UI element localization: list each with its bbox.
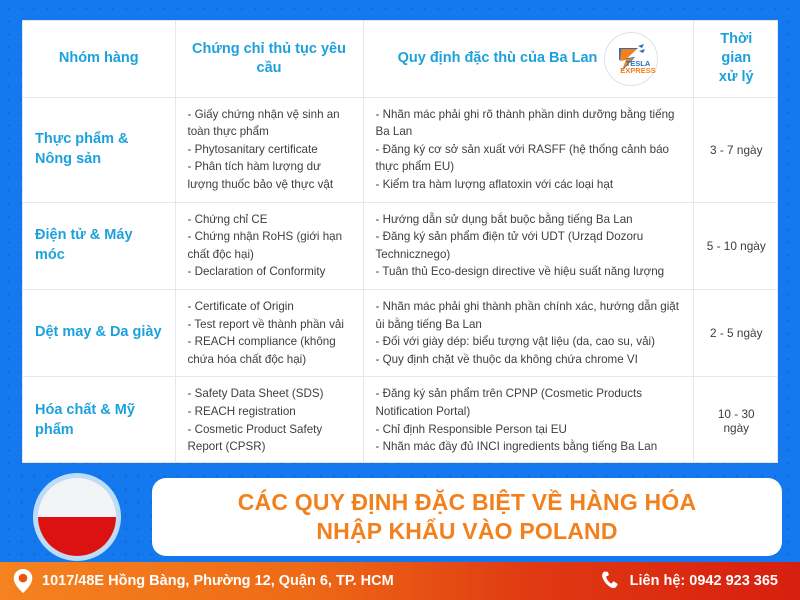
rule-item: - Tuân thủ Eco-design directive về hiệu suất năng lượng	[375, 265, 665, 279]
cell-group: Thực phẩm & Nông sản	[23, 97, 175, 202]
certificate-item: - Test report về thành phần vải	[187, 317, 344, 331]
certificate-item: - Phân tích hàm lượng dư lượng thuốc bảo vệ thực vật	[187, 160, 334, 191]
cell-certificates	[175, 377, 363, 463]
rule-item: - Đối với giày dép: biểu tượng vật liệu (da, cao su, vải)	[375, 335, 655, 349]
regulations-table	[23, 21, 778, 463]
tesla-express-logo-mark	[605, 33, 656, 84]
rule-item: - Nhãn mác phải ghi rõ thành phần dinh dưỡng bằng tiếng Ba Lan	[375, 107, 675, 139]
rule-item: - Nhãn mác phải ghi thành phần chính xác, hướng dẫn giặt ủi bằng tiếng Ba Lan	[375, 299, 679, 331]
rule-item: - Đăng ký sản phẩm trên CPNP (Cosmetic Products Notification Portal)	[375, 387, 643, 419]
cell-certificates	[175, 289, 363, 376]
footer-bar	[0, 562, 800, 600]
column-header-time-line1: Thời gian	[720, 31, 753, 67]
certificate-item: - Safety Data Sheet (SDS)	[187, 387, 324, 401]
column-header-rules	[363, 21, 693, 97]
table-row	[23, 97, 778, 202]
column-header-certificates: Chứng chỉ thủ tục yêu cầu	[175, 21, 363, 97]
table-row	[23, 377, 778, 463]
footer-contact-text: Liên hệ: 0942 923 365	[629, 573, 778, 589]
cell-rules	[363, 97, 693, 202]
table-header-row	[23, 21, 778, 97]
rule-item: - Kiểm tra hàm lượng aflatoxin với các loại hạt	[375, 177, 614, 191]
certificate-item: - Certificate of Origin	[187, 299, 294, 313]
certificate-item: - Chứng nhận RoHS (giới hạn chất độc hại)	[187, 230, 343, 261]
table-row	[23, 289, 778, 376]
rule-item: - Hướng dẫn sử dụng bắt buộc bằng tiếng Ba Lan	[375, 212, 633, 226]
table-body	[23, 97, 778, 463]
footer-address-group	[12, 568, 394, 594]
certificate-item: - REACH compliance (không chứa hóa chất độc hại)	[187, 335, 336, 366]
certificate-item: - Cosmetic Product Safety Report (CPSR)	[187, 422, 323, 454]
cell-rules	[363, 377, 693, 463]
cell-rules	[363, 202, 693, 289]
phone-icon	[598, 569, 622, 593]
cell-group: Hóa chất & Mỹ phẩm	[23, 377, 175, 463]
footer-address-text: 1017/48E Hồng Bàng, Phường 12, Quận 6, TP. HCM	[42, 573, 394, 589]
column-header-group: Nhóm hàng	[23, 21, 175, 97]
column-header-time	[693, 21, 778, 97]
cell-group: Điện tử & Máy móc	[23, 202, 175, 289]
title-banner	[152, 478, 782, 556]
column-header-time-line2: xử lý	[718, 69, 754, 86]
certificate-item: - REACH registration	[187, 405, 296, 419]
rule-item: - Chỉ định Responsible Person tại EU	[375, 422, 567, 436]
cell-group: Dệt may & Da giày	[23, 289, 175, 376]
banner-title-line1: CÁC QUY ĐỊNH ĐẶC BIỆT VỀ HÀNG HÓA	[237, 488, 697, 515]
cell-certificates	[175, 202, 363, 289]
tesla-express-logo	[604, 32, 658, 86]
column-header-rules-label: Quy định đặc thù của Ba Lan	[397, 50, 598, 67]
table-row	[23, 202, 778, 289]
banner-title-line2: NHẬP KHẨU VÀO POLAND	[316, 518, 618, 544]
certificate-item: - Declaration of Conformity	[187, 265, 326, 279]
rule-item: - Nhãn mác đầy đủ INCI ingredients bằng tiếng Ba Lan	[375, 440, 658, 454]
cell-time: 10 - 30 ngày	[693, 377, 778, 463]
flag-stripe-white	[38, 478, 116, 517]
table-header	[23, 21, 778, 97]
certificate-item: - Phytosanitary certificate	[187, 142, 318, 156]
footer-contact-group	[598, 569, 778, 593]
poland-flag-icon	[33, 473, 121, 561]
poland-flag-inner	[38, 478, 116, 556]
cell-time: 2 - 5 ngày	[693, 289, 778, 376]
flag-stripe-red	[38, 517, 116, 556]
svg-text:EXPRESS: EXPRESS	[620, 65, 657, 75]
cell-rules	[363, 289, 693, 376]
certificate-item: - Giấy chứng nhận vệ sinh an toàn thực phẩm	[187, 107, 340, 139]
cell-time: 5 - 10 ngày	[693, 202, 778, 289]
certificate-item: - Chứng chỉ CE	[187, 212, 268, 226]
location-pin-icon	[12, 568, 34, 594]
svg-text:TESLA: TESLA	[626, 58, 651, 68]
rule-item: - Đăng ký sản phẩm điện tử với UDT (Urząd Dozoru Technicznego)	[375, 230, 644, 261]
regulations-table-card	[22, 20, 778, 463]
rule-item: - Đăng ký cơ sở sản xuất với RASFF (hệ thống cảnh báo thực phẩm EU)	[375, 142, 669, 174]
rule-item: - Quy định chặt về thuộc da không chứa chrome VI	[375, 352, 638, 366]
cell-certificates	[175, 97, 363, 202]
cell-time: 3 - 7 ngày	[693, 97, 778, 202]
